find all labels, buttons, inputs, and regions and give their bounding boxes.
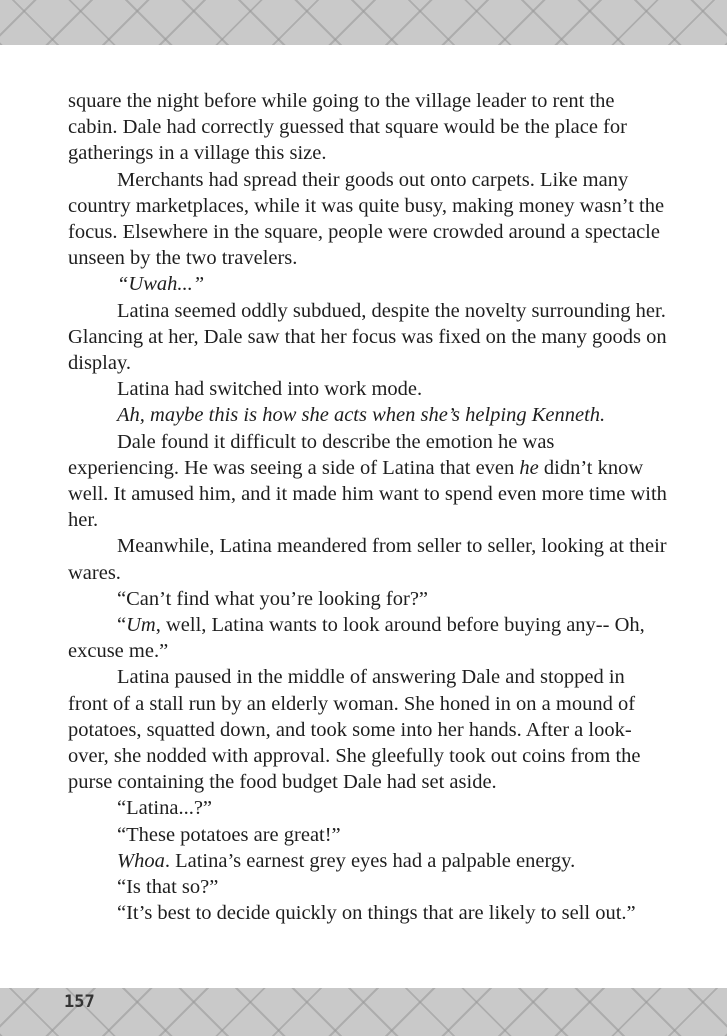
page-number: 157	[64, 992, 95, 1012]
paragraph	[68, 795, 668, 821]
paragraph	[68, 586, 668, 612]
text-run: Latina seemed oddly subdued, despite the novelty surrounding her. Glancing at her, Dale saw that her focus was fixed on the many goods on display.	[68, 299, 667, 375]
paragraph	[68, 167, 668, 272]
italic-text: Ah, maybe this is how she acts when she’s helping Kenneth.	[117, 404, 606, 427]
italic-text: “Uwah...”	[117, 273, 205, 296]
header-pattern-band	[0, 0, 727, 45]
text-run: “	[117, 614, 127, 637]
text-run: Meanwhile, Latina meandered from seller to seller, looking at their wares.	[68, 535, 667, 584]
italic-text: Um	[126, 614, 156, 637]
text-run: , well, Latina wants to look around before buying any-- Oh, excuse me.”	[68, 614, 645, 663]
footer-pattern-band	[0, 988, 727, 1036]
text-run: “These potatoes are great!”	[117, 823, 341, 846]
text-run: Merchants had spread their goods out onto carpets. Like many country marketplaces, while it was quite busy, making money wasn’t the focus. Elsewhere in the square, people were crowded around a spectacle unseen by the two travelers.	[68, 168, 665, 270]
paragraph	[68, 900, 668, 926]
text-run: Latina had switched into work mode.	[117, 378, 423, 401]
paragraph	[68, 612, 668, 664]
italic-text: Whoa	[117, 849, 165, 872]
paragraph	[68, 822, 668, 848]
text-run: “Can’t find what you’re looking for?”	[117, 587, 429, 610]
paragraph	[68, 848, 668, 874]
text-run: “It’s best to decide quickly on things that are likely to sell out.”	[117, 902, 636, 925]
text-run: Dale found it difficult to describe the emotion he was experiencing. He was seeing a side of Latina that even	[68, 430, 555, 479]
paragraph	[68, 376, 668, 402]
text-run: didn’t know well. It amused him, and it made him want to spend even more time with her.	[68, 456, 667, 532]
text-run: square the night before while going to the village leader to rent the cabin. Dale had correctly guessed that square would be the place for gatherings in a village this size.	[68, 90, 627, 165]
paragraph	[68, 271, 668, 297]
text-run: “Latina...?”	[117, 797, 213, 820]
paragraph	[68, 533, 668, 585]
text-run: . Latina’s earnest grey eyes had a palpable energy.	[164, 849, 576, 872]
paragraph	[68, 429, 668, 534]
paragraph	[68, 88, 668, 167]
paragraph	[68, 874, 668, 900]
paragraph	[68, 664, 668, 795]
text-run: Latina paused in the middle of answering Dale and stopped in front of a stall run by an elderly woman. She honed in on a mound of potatoes, squatted down, and took some into her hands. After a look-over, she nodded with approval. She gleefully took out coins from the purse containing the food budget Dale had set aside.	[68, 666, 641, 794]
text-run: “Is that so?”	[117, 876, 219, 899]
body-text	[68, 88, 668, 927]
paragraph	[68, 298, 668, 377]
paragraph	[68, 402, 668, 428]
italic-text: he	[519, 456, 539, 479]
